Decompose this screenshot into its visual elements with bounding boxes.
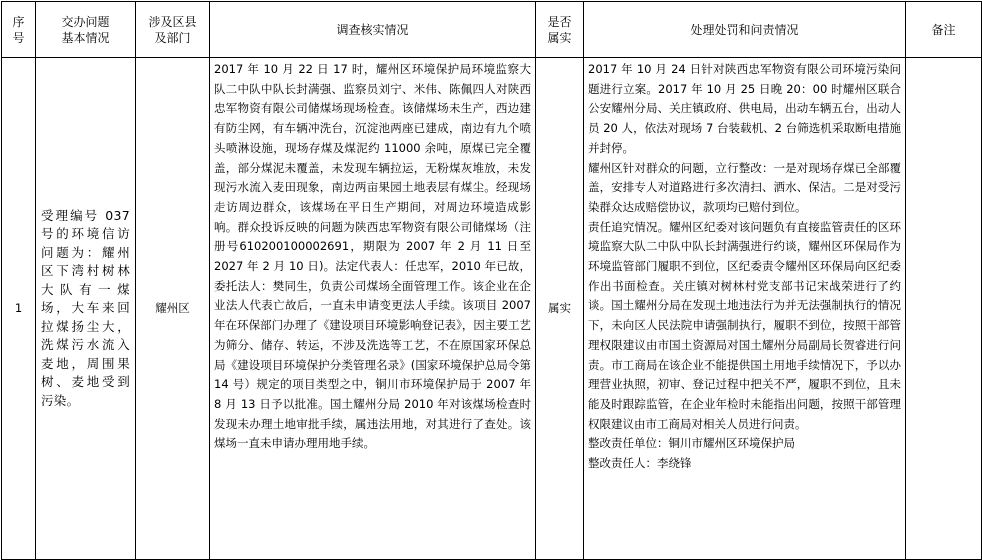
header-investigation	[210, 2, 536, 58]
cell-area	[136, 58, 210, 560]
cell-remark	[906, 58, 982, 560]
handling-paragraph-3: 责任追究情况。耀州区纪委对该问题负有直接监管责任的区环境监察大队二中队中队长封满强进行约谈，耀州区环保局作为环境监管部门履职不到位，区纪委责令耀州区环保局向区纪委作出书面检查。关庄镇对树林村党支部书记宋战荣进行了约谈。国土耀州分局在发现土地违法行为并无法强制执行的情况下，未向区人民法院申请强制执行，履职不到位，按照干部管理权限建议由市国土资源局对国土耀州分局副局长贺睿进行问责。市工商局在该企业不能提供国土用地手续情况下，予以办理营业执照，初审、登记过程中把关不严，履职不到位，且未能及时跟踪监管，在企业年检时未能指出问题，按照干部管理权限建议由市工商局对相关人员进行问责。	[588, 219, 901, 431]
cell-issue	[36, 58, 136, 560]
cell-handling	[584, 58, 906, 560]
header-seq	[2, 2, 36, 58]
cell-investigation	[210, 58, 536, 560]
handling-responsible-unit: 整改责任单位：铜川市耀州区环境保护局	[588, 436, 795, 451]
header-verified-line2: 属实	[547, 30, 572, 45]
header-investigation-label: 调查核实情况	[336, 22, 409, 37]
header-issue-line2: 基本情况	[61, 30, 110, 45]
header-verified-line1: 是否	[547, 14, 572, 29]
header-area-line1: 涉及区县	[148, 14, 197, 29]
case-table	[1, 1, 982, 560]
header-seq-line1: 序	[12, 14, 25, 29]
seq-value: 1	[14, 300, 23, 315]
header-verified	[536, 2, 584, 58]
cell-seq	[2, 58, 36, 560]
header-seq-line2: 号	[12, 30, 25, 45]
header-remark-label: 备注	[931, 22, 956, 37]
header-issue-line1: 交办问题	[61, 14, 110, 29]
header-issue	[36, 2, 136, 58]
header-area-line2: 及部门	[154, 30, 191, 45]
header-row	[2, 2, 982, 58]
verified-value: 属实	[548, 300, 571, 315]
area-value: 耀州区	[155, 300, 190, 315]
handling-paragraph-1: 2017 年 10 月 24 日针对陕西忠军物资有限公司环境污染问题进行立案。2017 年 10 月 25 日晚 20：00 时耀州区联合公安耀州分局、关庄镇政府、供电局，出动车辆五台，出动人员 20 人，依法对现场 7 台装载机、2 台筛选机采取断电措施并封停。	[588, 62, 901, 155]
issue-text: 受理编号 037 号的环境信访问题为：耀州区下湾村树林大队有一煤场，大车来回拉煤扬尘大，洗煤污水流入麦地，周围果树、麦地受到污染。	[41, 207, 130, 408]
header-remark	[906, 2, 982, 58]
header-handling-label: 处理处罚和问责情况	[690, 22, 799, 37]
header-area	[136, 2, 210, 58]
table-row	[2, 58, 982, 560]
investigation-text: 2017 年 10 月 22 日 17 时，耀州区环境保护局环境监察大队二中队中队长封满强、监察员刘宁、米伟、陈佩四人对陕西忠军物资有限公司储煤场现场检查。该储煤场未生产，西边建有防尘网，有车辆冲洗台，沉淀池两座已建成，南边有九个喷头喷淋设施，现场存煤及煤泥约 11000 余吨，原煤已完全覆盖，部分煤泥未覆盖，未发现车辆拉运，无粉煤灰堆放，未发现污水流入麦田现象，南边两亩果园土地表层有煤尘。经现场走访周边群众，该煤场在平日生产期间，对周边环境造成影响。群众投诉反映的问题为陕西忠军物资有限公司储煤场（注册号610200100002691，期限为 2007 年 2 月 11 日至 2027 年 2 月 10 日)。法定代表人：任忠军，2010 年已故，委托法人：樊同生，负责公司煤场全面管理工作。该企业在企业法人代表亡故后，一直未申请变更法人手续。该项目 2007 年在环保部门办理了《建设项目环境影响登记表》，因主要工艺为筛分、储存、转运，不涉及洗选等工艺，不在原国家环保总局《建设项目环境保护分类管理名录》(国家环境保护总局令第 14 号）规定的项目类型之中，铜川市环境保护局于 2007 年 8 月 13 日予以批准。国土耀州分局 2010 年对该煤场检查时发现未办理土地审批手续，属违法用地，对其进行了查处。该煤场一直未申请办理用地手续。	[214, 62, 531, 451]
cell-verified	[536, 58, 584, 560]
header-handling	[584, 2, 906, 58]
handling-responsible-person: 整改责任人：李绕锋	[588, 456, 692, 471]
handling-paragraph-2: 耀州区针对群众的问题，立行整改：一是对现场存煤已全部覆盖，安排专人对道路进行多次清扫、洒水、保洁。二是对受污染群众达成赔偿协议，款项均已赔付到位。	[588, 160, 901, 214]
